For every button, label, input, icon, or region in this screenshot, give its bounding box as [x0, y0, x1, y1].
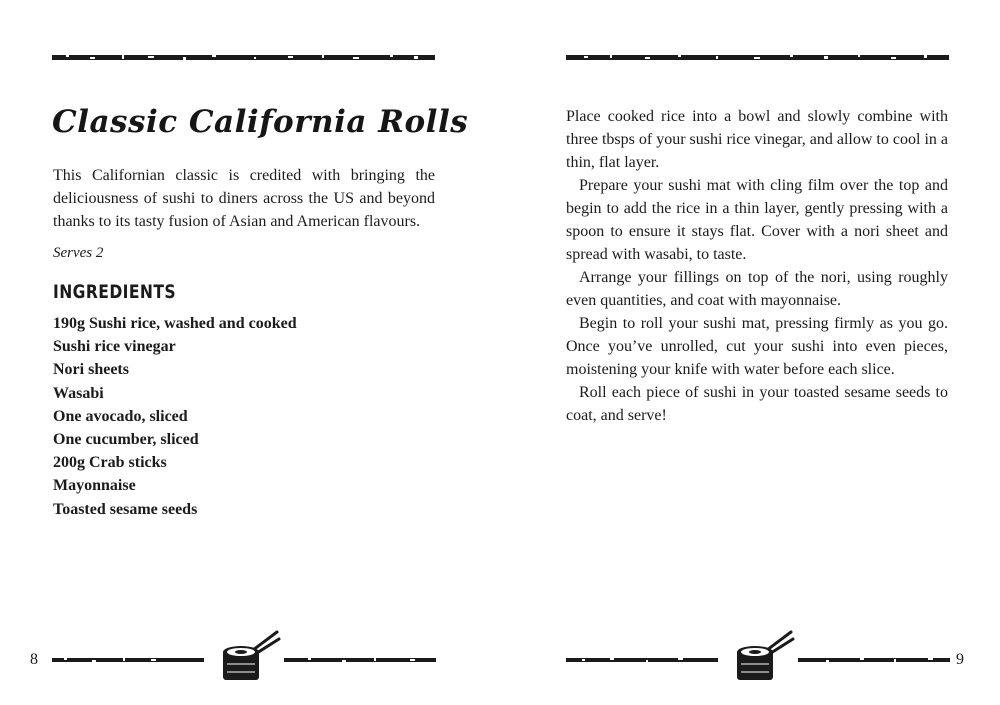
- page-number: 9: [956, 651, 964, 668]
- sushi-roll-with-chopsticks-icon: [733, 626, 795, 688]
- sushi-roll-with-chopsticks-icon: [219, 626, 281, 688]
- ingredient-item: Mayonnaise: [53, 477, 136, 495]
- ingredient-item: One avocado, sliced: [53, 407, 188, 425]
- serves-note: Serves 2: [53, 245, 104, 261]
- top-decorative-rule: [566, 52, 949, 62]
- recipe-title: Classic California Rolls: [52, 104, 469, 140]
- ingredients-list: [53, 312, 297, 521]
- footer-rule-right: [284, 656, 436, 664]
- footer-rule-left: [52, 656, 204, 664]
- right-page: [500, 0, 1000, 705]
- method-step: Begin to roll your sushi mat, pressing firmly as you go. Once you’ve unrolled, cut your sushi into even pieces, moistening your knife with water before each slice.: [566, 315, 948, 378]
- footer-rule-left: [566, 656, 718, 664]
- method-step: Prepare your sushi mat with cling film over the top and begin to add the rice in a thin layer, gently pressing with a spoon to ensure it stays flat. Cover with a nori sheet and spread with wasabi, to taste.: [566, 177, 948, 263]
- recipe-intro: This Californian classic is credited with bringing the deliciousness of sushi to diners across the US and beyond thanks to its tasty fusion of Asian and American flavours.: [53, 167, 435, 230]
- footer-rule-right: [798, 656, 950, 664]
- method-text: [566, 105, 948, 427]
- top-decorative-rule: [52, 52, 435, 62]
- ingredients-heading: INGREDIENTS: [53, 281, 177, 303]
- ingredient-item: One cucumber, sliced: [53, 431, 199, 449]
- page-number: 8: [30, 651, 38, 668]
- method-step: Arrange your fillings on top of the nori, using roughly even quantities, and coat with mayonnaise.: [566, 269, 948, 309]
- ingredient-item: Toasted sesame seeds: [53, 500, 198, 518]
- method-step: Roll each piece of sushi in your toasted sesame seeds to coat, and serve!: [566, 384, 948, 424]
- ingredient-item: Sushi rice vinegar: [53, 338, 176, 356]
- ingredient-item: 200g Crab sticks: [53, 454, 167, 472]
- method-step: Place cooked rice into a bowl and slowly combine with three tbsps of your sushi rice vinegar, and allow to cool in a thin, flat layer.: [566, 108, 948, 171]
- ingredient-item: 190g Sushi rice, washed and cooked: [53, 315, 297, 332]
- ingredient-item: Nori sheets: [53, 361, 129, 379]
- ingredient-item: Wasabi: [53, 384, 104, 402]
